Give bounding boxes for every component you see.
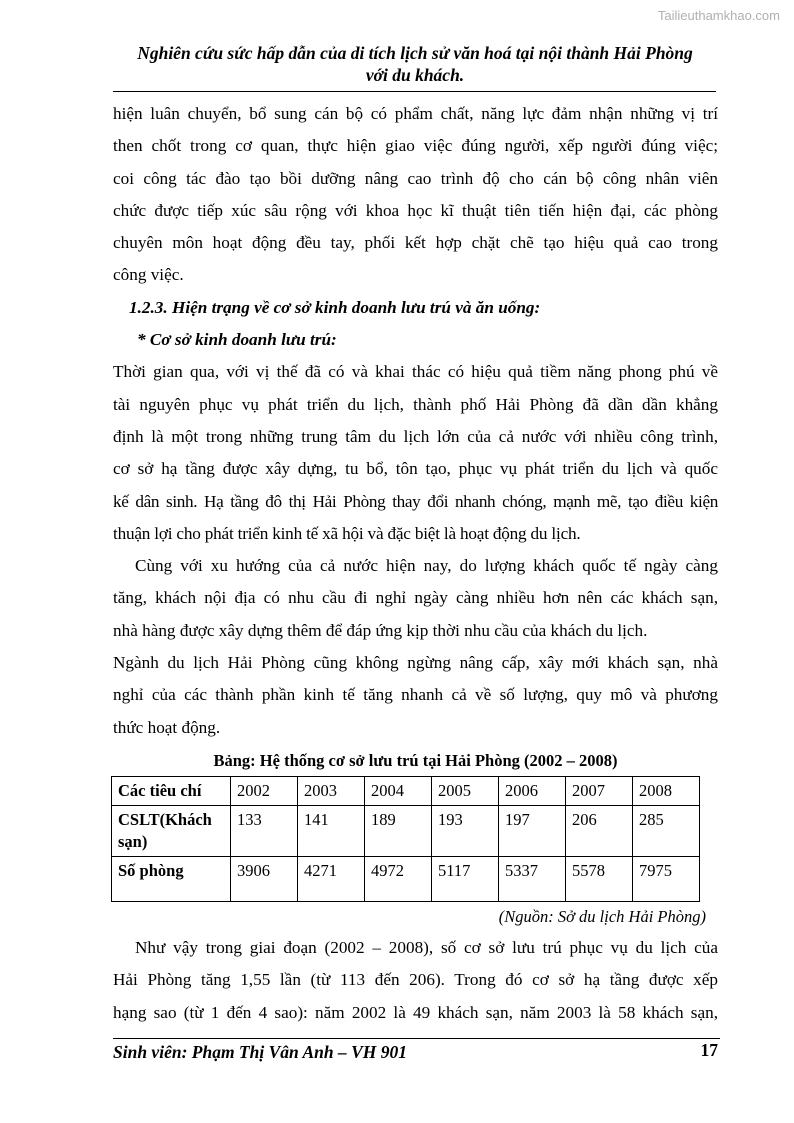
table-header-cell: 2002 bbox=[231, 776, 298, 805]
table-cell: 141 bbox=[298, 805, 365, 856]
table-cell: Số phòng bbox=[112, 856, 231, 901]
table-cell: 5578 bbox=[566, 856, 633, 901]
text-line: định là một trong những trung tâm du lịch lớn của cả nước với nhiều công trình, bbox=[113, 426, 718, 446]
table-source: (Nguồn: Sở du lịch Hải Phòng) bbox=[498, 906, 706, 926]
table-cell: 197 bbox=[499, 805, 566, 856]
text-line: Thời gian qua, với vị thế đã có và khai thác có hiệu quả tiềm năng phong phú về bbox=[113, 362, 718, 382]
table-row bbox=[112, 805, 700, 856]
table-cell: 206 bbox=[566, 805, 633, 856]
header-line-1: Nghiên cứu sức hấp dẫn của di tích lịch sử văn hoá tại nội thành Hải Phòng bbox=[137, 43, 693, 63]
table-cell: 5337 bbox=[499, 856, 566, 901]
table-caption: Bảng: Hệ thống cơ sở lưu trú tại Hải Phòng (2002 – 2008) bbox=[213, 750, 618, 770]
text-line: kế dân sinh. Hạ tầng đô thị Hải Phòng thay đổi nhanh chóng, mạnh mẽ, tạo điều kiện bbox=[113, 491, 718, 511]
text-line: tài nguyên phục vụ phát triển du lịch, thành phố Hải Phòng đã dần dần khẳng bbox=[113, 394, 718, 414]
header-divider bbox=[113, 91, 716, 92]
text-line: Ngành du lịch Hải Phòng cũng không ngừng nâng cấp, xây mới khách sạn, nhà bbox=[113, 653, 718, 673]
table-cell: CSLT(Khách sạn) bbox=[112, 805, 231, 856]
table-header-cell: 2003 bbox=[298, 776, 365, 805]
watermark: Tailieuthamkhao.com bbox=[657, 8, 780, 23]
footer-author: Sinh viên: Phạm Thị Vân Anh – VH 901 bbox=[113, 1042, 408, 1062]
paragraph-2 bbox=[113, 356, 718, 550]
table-header-row bbox=[112, 776, 700, 805]
table-cell: 4972 bbox=[365, 856, 432, 901]
paragraph-3 bbox=[113, 550, 718, 744]
footer-divider bbox=[113, 1038, 720, 1039]
table-header-cell: Các tiêu chí bbox=[112, 776, 231, 805]
text-line: thức hoạt động. bbox=[113, 717, 221, 737]
text-line: tăng, khách nội địa có nhu cầu đi nghỉ ngày càng nhiều hơn nên các khách sạn, bbox=[113, 588, 718, 608]
table-cell: 285 bbox=[633, 805, 700, 856]
text-line: thuận lợi cho phát triển kinh tế xã hội và đặc biệt là hoạt động du lịch. bbox=[113, 523, 581, 543]
page-number: 17 bbox=[700, 1040, 718, 1060]
text-line: Hải Phòng tăng 1,55 lần (từ 113 đến 206). Trong đó cơ sở hạ tầng được xếp bbox=[113, 970, 718, 990]
table-header-cell: 2007 bbox=[566, 776, 633, 805]
table-cell: 4271 bbox=[298, 856, 365, 901]
table-header-cell: 2004 bbox=[365, 776, 432, 805]
text-line: nhà hàng được xây dựng thêm để đáp ứng kịp thời nhu cầu của khách du lịch. bbox=[113, 620, 648, 640]
table-header-cell: 2008 bbox=[633, 776, 700, 805]
section-heading: 1.2.3. Hiện trạng về cơ sở kinh doanh lưu trú và ăn uống: bbox=[129, 297, 541, 317]
text-line: hạng sao (từ 1 đến 4 sao): năm 2002 là 49 khách sạn, năm 2003 là 58 khách sạn, bbox=[113, 1002, 718, 1022]
table-cell: 5117 bbox=[432, 856, 499, 901]
text-line: hiện luân chuyển, bổ sung cán bộ có phẩm chất, năng lực đảm nhận những vị trí bbox=[113, 104, 718, 123]
text-line: công việc. bbox=[113, 265, 184, 285]
text-line: chuyên môn hoạt động đều tay, phối kết hợp chặt chẽ tạo hiệu quả cao trong bbox=[113, 233, 718, 253]
table-cell: 7975 bbox=[633, 856, 700, 901]
table-row bbox=[112, 856, 700, 901]
table-header-cell: 2006 bbox=[499, 776, 566, 805]
paragraph-4 bbox=[113, 932, 718, 1029]
text-line: Như vậy trong giai đoạn (2002 – 2008), số cơ sở lưu trú phục vụ du lịch của bbox=[135, 937, 718, 957]
header-line-2: với du khách. bbox=[365, 65, 465, 85]
text-line: Cùng với xu hướng của cả nước hiện nay, do lượng khách quốc tế ngày càng bbox=[135, 556, 718, 576]
text-line: then chốt trong cơ quan, thực hiện giao việc đúng người, xếp người đúng việc; bbox=[113, 136, 718, 156]
paragraph-1 bbox=[113, 98, 718, 292]
table-cell: 3906 bbox=[231, 856, 298, 901]
document-header bbox=[100, 42, 730, 86]
text-line: coi công tác đào tạo bồi dưỡng nâng cao trình độ cho cán bộ công nhân viên bbox=[113, 168, 718, 188]
text-line: chức được tiếp xúc sâu rộng với khoa học kĩ thuật tiên tiến hiện đại, các phòng bbox=[113, 200, 718, 220]
table-cell: 193 bbox=[432, 805, 499, 856]
table-header-cell: 2005 bbox=[432, 776, 499, 805]
text-line: cơ sở hạ tầng được xây dựng, tu bổ, tôn tạo, phục vụ phát triển du lịch và quốc bbox=[113, 459, 718, 479]
text-line: nghỉ của các thành phần kinh tế tăng nhanh cả về số lượng, quy mô và phương bbox=[113, 685, 718, 705]
page-body bbox=[113, 98, 718, 1029]
table-cell: 133 bbox=[231, 805, 298, 856]
accommodation-table bbox=[111, 776, 700, 902]
sub-heading: * Cơ sở kinh doanh lưu trú: bbox=[137, 330, 337, 350]
table-cell: 189 bbox=[365, 805, 432, 856]
